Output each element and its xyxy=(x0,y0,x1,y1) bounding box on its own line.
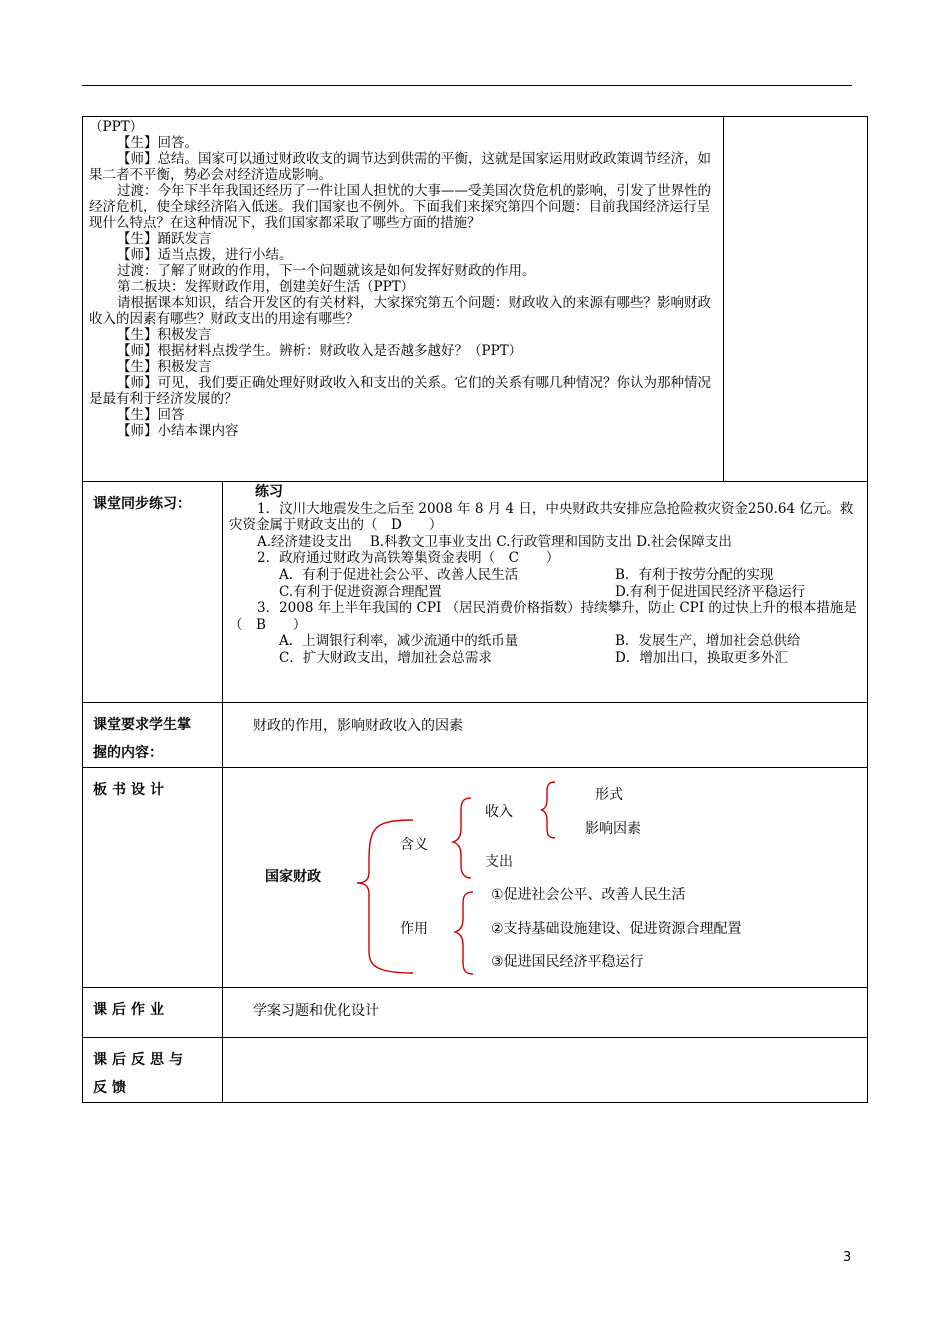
practice-row xyxy=(83,482,868,703)
option-c: C.有利于促进资源合理配置 xyxy=(279,583,442,600)
practice-label: 课堂同步练习： xyxy=(83,482,223,703)
question-1-options: A.经济建设支出 B.科教文卫事业支出 C.行政管理和国防支出 D.社会保障支出 xyxy=(257,533,732,550)
lesson-flow-paragraph: （PPT） xyxy=(89,119,144,135)
meaning-brace xyxy=(453,798,471,878)
lesson-flow-paragraph: 【生】踊跃发言 xyxy=(117,231,212,247)
option-c: C．扩大财政支出，增加社会总需求 xyxy=(279,649,492,666)
reflection-label-line1: 课后反思与 xyxy=(93,1052,188,1068)
lesson-flow-paragraph: 【师】小结本课内容 xyxy=(117,423,239,439)
homework-content: 学案习题和优化设计 xyxy=(223,988,868,1038)
option-b: B．发展生产，增加社会总供给 xyxy=(615,633,801,650)
question-1: 1．汶川大地震发生之后至 2008 年 8 月 4 日，中央财政共安排应急抢险救灾资金250.64 亿元。救灾资金属于财政支出的（ D ） xyxy=(229,500,854,534)
lesson-flow-paragraph: 【生】积极发言 xyxy=(117,359,212,375)
question-3-options-cd xyxy=(229,650,861,667)
lesson-flow-paragraph: 请根据课本知识，结合开发区的有关材料，大家探究第五个问题：财政收入的来源有哪些？影响财政收入的因素有哪些？财政支出的用途有哪些？ xyxy=(89,295,711,327)
lesson-flow-row xyxy=(83,117,868,482)
reflection-label-line2: 反馈 xyxy=(93,1080,131,1096)
requirement-content: 财政的作用，影响财政收入的因素 xyxy=(223,703,868,768)
revenue-brace xyxy=(541,782,555,838)
header-rule xyxy=(82,85,852,86)
board-factors: 影响因素 xyxy=(585,821,641,837)
question-2: 2．政府通过财政为高铁筹集资金表明（ C ） xyxy=(257,550,560,567)
lesson-flow-paragraph: 【生】积极发言 xyxy=(117,327,212,343)
board-root: 国家财政 xyxy=(265,869,321,885)
lesson-flow-paragraph: 【师】总结。国家可以通过财政收支的调节达到供需的平衡，这就是国家运用财政政策调节经济，如果二者不平衡，势必会对经济造成影响。 xyxy=(89,151,711,183)
board-label: 板书设计 xyxy=(83,768,223,988)
reflection-content xyxy=(223,1038,868,1103)
lesson-flow-paragraph: 【师】根据材料点拨学生。辨析：财政收入是否越多越好？（PPT） xyxy=(117,343,523,359)
lesson-plan-table xyxy=(82,116,868,1103)
brace-group xyxy=(357,782,555,974)
lesson-flow-paragraph: 【生】回答。 xyxy=(117,135,198,151)
homework-row xyxy=(83,988,868,1038)
question-2-options-cd xyxy=(229,584,861,601)
page-number: 3 xyxy=(843,1250,852,1265)
reflection-label xyxy=(83,1038,223,1103)
requirement-label-line1: 课堂要求学生掌 xyxy=(93,717,191,733)
question-2-options-ab xyxy=(229,567,861,584)
requirement-row xyxy=(83,703,868,768)
reflection-row xyxy=(83,1038,868,1103)
option-d: D.有利于促进国民经济平稳运行 xyxy=(615,583,806,600)
question-3-options-ab xyxy=(229,633,861,650)
board-function: 作用 xyxy=(400,921,428,937)
lesson-flow-paragraph: 第二板块：发挥财政作用，创建美好生活（PPT） xyxy=(117,279,415,295)
board-row xyxy=(83,768,868,988)
board-form: 形式 xyxy=(595,787,623,803)
lesson-flow-paragraph: 【师】适当点拨，进行小结。 xyxy=(117,247,293,263)
lesson-flow-cell xyxy=(83,117,724,482)
board-function-3: ③促进国民经济平稳运行 xyxy=(491,954,644,970)
option-a: A．上调银行利率，减少流通中的纸币量 xyxy=(279,633,519,650)
practice-content xyxy=(223,482,868,703)
board-revenue: 收入 xyxy=(485,804,513,820)
requirement-label-line2: 握的内容： xyxy=(93,745,163,761)
practice-title: 练习 xyxy=(255,484,283,500)
lesson-flow-paragraph: 【师】可见，我们要正确处理好财政收入和支出的关系。它们的关系有哪几种情况？你认为那种情况是最有利于经济发展的？ xyxy=(89,375,711,407)
lesson-flow-paragraph: 【生】回答 xyxy=(117,407,185,423)
board-function-2: ②支持基础设施建设、促进资源合理配置 xyxy=(491,921,742,937)
function-brace xyxy=(455,892,473,974)
option-b: B．有利于按劳分配的实现 xyxy=(615,566,774,583)
option-a: A．有利于促进社会公平、改善人民生活 xyxy=(279,566,519,583)
board-function-1: ①促进社会公平、改善人民生活 xyxy=(491,887,686,903)
board-expenditure: 支出 xyxy=(485,854,513,870)
lesson-flow-paragraph: 过渡：了解了财政的作用，下一个问题就该是如何发挥好财政的作用。 xyxy=(117,263,536,279)
question-3: 3．2008 年上半年我国的 CPI （居民消费价格指数）持续攀升，防止 CPI 的过快上升的根本措施是（ B ） xyxy=(229,600,857,633)
board-design xyxy=(223,768,868,988)
homework-label: 课后作业 xyxy=(83,988,223,1038)
lesson-flow-side-cell xyxy=(724,117,868,482)
requirement-label xyxy=(83,703,223,768)
lesson-flow-paragraph: 过渡：今年下半年我国还经历了一件让国人担忧的大事——受美国次贷危机的影响，引发了世界性的经济危机，使全球经济陷入低迷。我们国家也不例外。下面我们来探究第四个问题：目前我国经济运行呈现什么特点？在这种情况下，我们国家都采取了哪些方面的措施？ xyxy=(89,183,711,231)
board-meaning: 含义 xyxy=(400,837,428,853)
option-d: D．增加出口，换取更多外汇 xyxy=(615,649,788,666)
